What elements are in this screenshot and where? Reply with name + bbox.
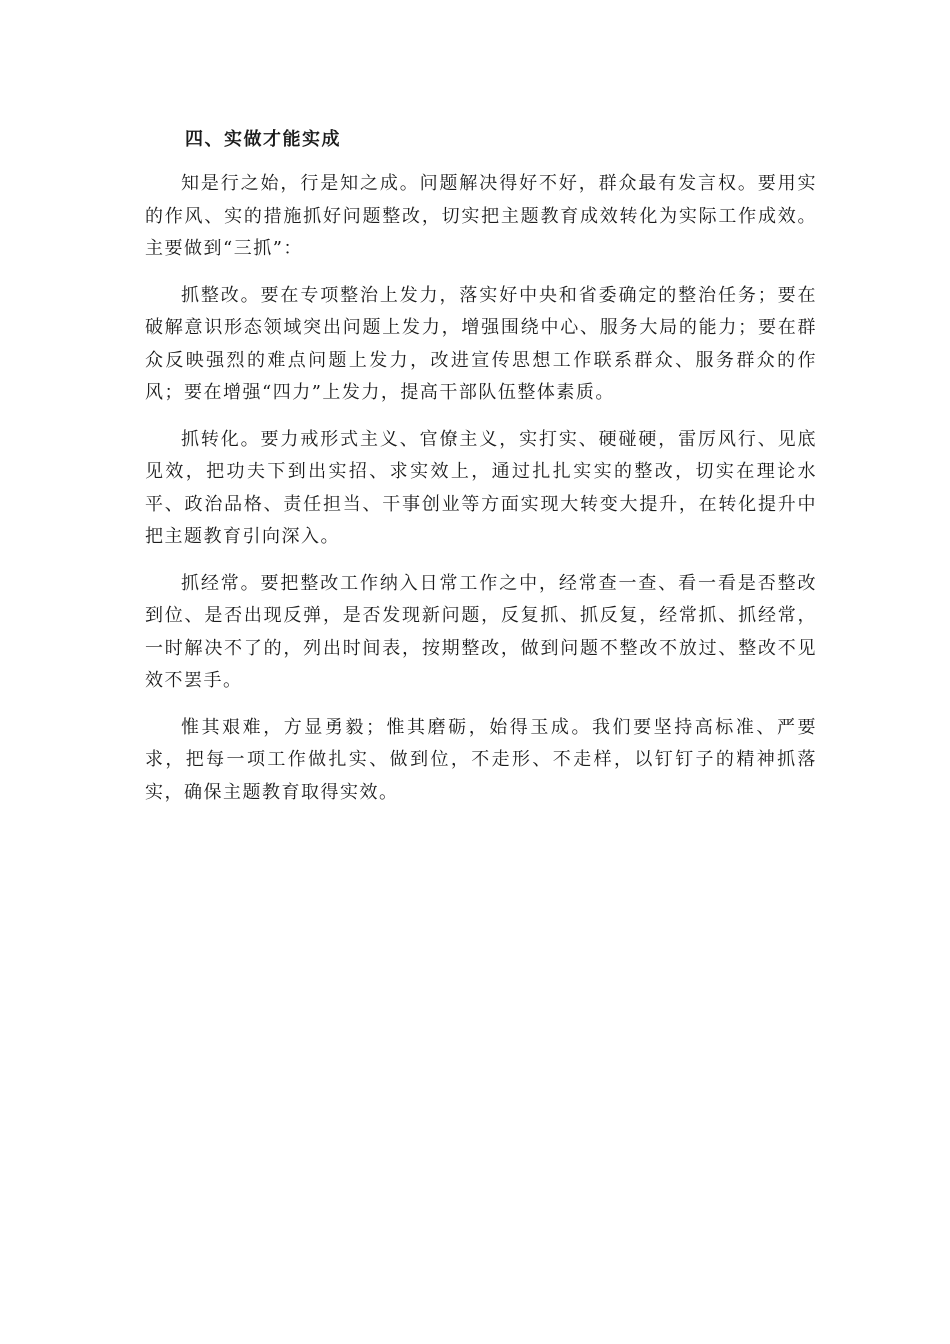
document-page — [145, 124, 817, 823]
section-heading: 四、实做才能实成 — [185, 129, 341, 150]
paragraph-conclusion: 惟其艰难，方显勇毅；惟其磨砺，始得玉成。我们要坚持高标准、严要求，把每一项工作做扎实、做到位，不走形、不走样，以钉钉子的精神抓落实，确保主题教育取得实效。 — [145, 716, 817, 803]
paragraph-rectification: 抓整改。要在专项整治上发力，落实好中央和省委确定的整治任务；要在破解意识形态领域突出问题上发力，增强围绕中心、服务大局的能力；要在群众反映强烈的难点问题上发力，改进宣传思想工作联系群众、服务群众的作风；要在增强“四力”上发力，提高干部队伍整体素质。 — [145, 284, 817, 403]
paragraph-transformation: 抓转化。要力戒形式主义、官僚主义，实打实、硬碰硬，雷厉风行、见底见效，把功夫下到出实招、求实效上，通过扎扎实实的整改，切实在理论水平、政治品格、责任担当、干事创业等方面实现大转变大提升，在转化提升中把主题教育引向深入。 — [145, 428, 817, 547]
paragraph-intro: 知是行之始，行是知之成。问题解决得好不好，群众最有发言权。要用实的作风、实的措施抓好问题整改，切实把主题教育成效转化为实际工作成效。主要做到“三抓”： — [145, 173, 817, 259]
paragraph-regular: 抓经常。要把整改工作纳入日常工作之中，经常查一查、看一看是否整改到位、是否出现反弹，是否发现新问题，反复抓、抓反复，经常抓、抓经常，一时解决不了的，列出时间表，按期整改，做到问题不整改不放过、整改不见效不罢手。 — [145, 572, 817, 691]
